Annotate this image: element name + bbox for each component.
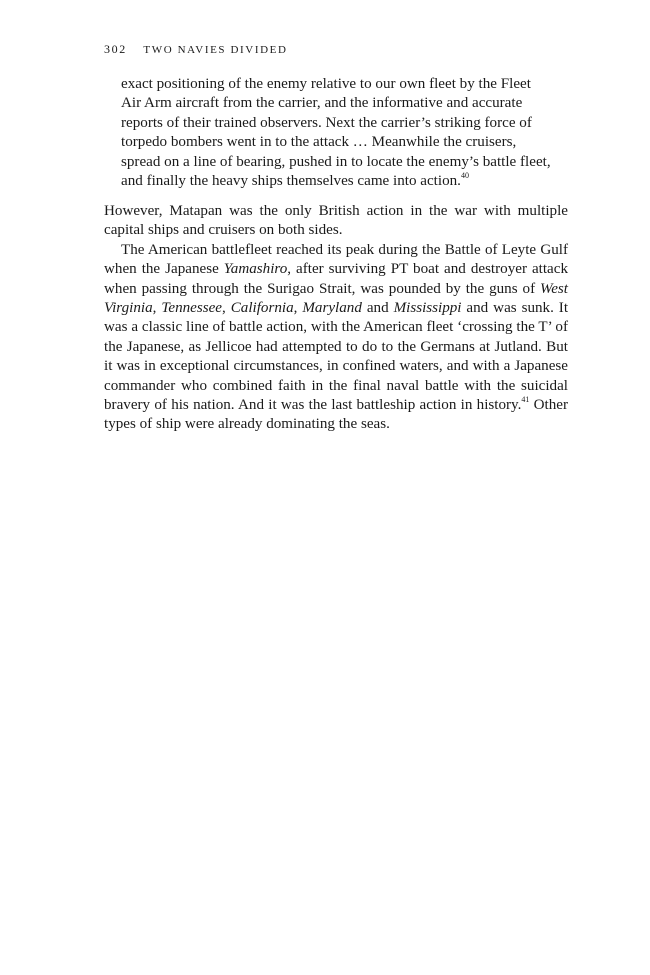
ship-name-california: California xyxy=(230,300,294,317)
ship-separator: , xyxy=(152,300,162,317)
paragraph-1-text: However, Matapan was the only British action in the war with multiple capital ships and cruisers on both sides. xyxy=(104,203,568,239)
block-quote-text: exact positioning of the enemy relative to our own fleet by the Fleet Air Arm aircraft from the carrier, and the informative and accurate reports of their trained observers. Next the carrier’s striking force of torpedo bombers went in to the attack … Meanwhile the cruisers, spread on a line of bearing, pushed in to locate the enemy’s battle fleet, and finally the heavy ships themselves came into action. xyxy=(121,76,551,190)
ship-separator: and xyxy=(361,300,394,317)
footnote-marker-40[interactable]: 40 xyxy=(460,171,469,180)
ship-name-yamashiro: Yamashiro xyxy=(223,261,288,278)
paragraph-2-text-a: The American battlefleet reached its peak during the Battle of Leyte Gulf when the Japanese xyxy=(104,241,568,278)
ship-name-west-virginia: West Virginia xyxy=(104,280,568,317)
paragraph-2-text-d: Other types of ship were already dominating the seas. xyxy=(104,397,569,433)
running-header xyxy=(104,42,568,57)
footnote-marker-41[interactable]: 41 xyxy=(521,395,530,405)
paragraph-2-text-c: and was sunk. It was a classic line of battle action, with the American fleet ‘crossing the T’ of the Japanese, as Jellicoe had attempted to do to the Germans at Jutland. But it was in exceptional circumstances, in confined waters, and with a Japanese commander who combined faith in the final naval battle with the suicidal bravery of his nation. And it was the last battleship action in history. xyxy=(104,300,569,414)
ship-separator: , xyxy=(293,300,303,317)
ship-name-tennessee: Tennessee xyxy=(161,300,223,317)
paragraph-1 xyxy=(104,202,568,241)
paragraph-2 xyxy=(104,241,568,435)
page-number: 302 xyxy=(104,42,127,56)
ship-name-mississippi: Mississippi xyxy=(393,300,462,317)
ship-name-maryland: Maryland xyxy=(302,300,362,317)
body-text xyxy=(104,202,568,435)
block-quote xyxy=(121,75,553,191)
ship-separator: , xyxy=(222,300,231,317)
running-head-title: TWO NAVIES DIVIDED xyxy=(143,44,288,56)
paragraph-2-text-b: , after surviving PT boat and destroyer attack when passing through the Surigao Strait, was pounded by the guns of xyxy=(104,261,569,297)
